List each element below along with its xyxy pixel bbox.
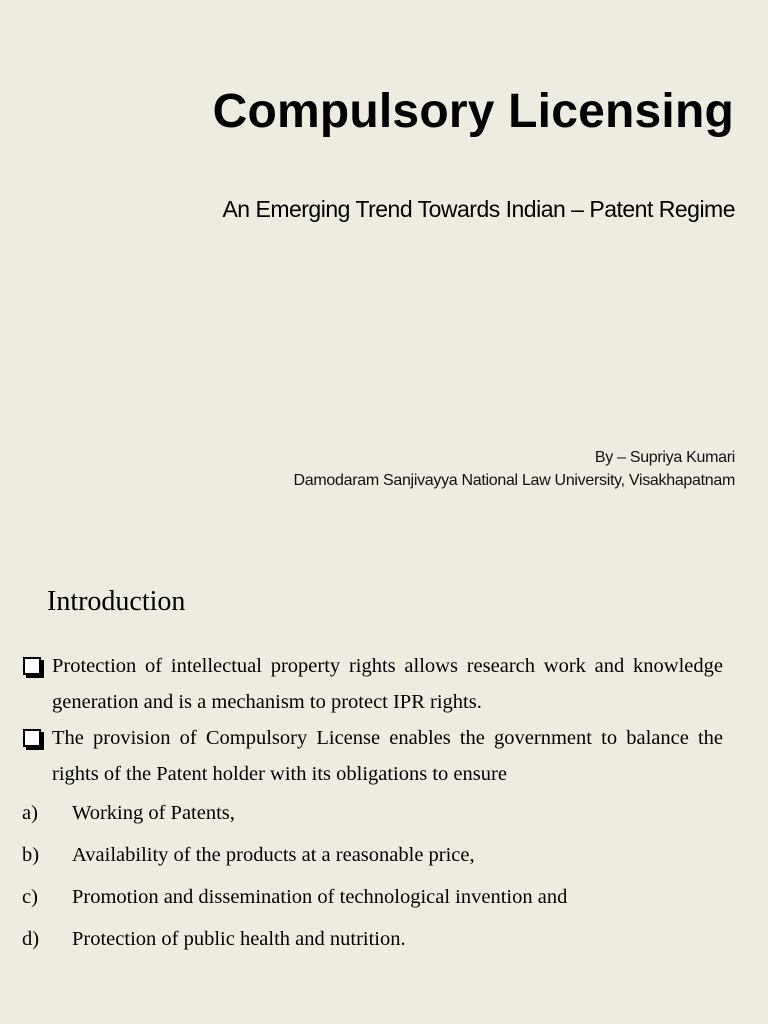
list-item: [22, 928, 722, 970]
list-item: [22, 844, 722, 886]
list-item-text: Working of Patents,: [72, 802, 235, 824]
section-heading: Introduction: [47, 586, 186, 617]
list-marker: c): [22, 886, 38, 908]
list-marker: b): [22, 844, 40, 866]
list-item: [22, 886, 722, 928]
bullet-list: [20, 648, 723, 792]
list-item-text: Availability of the products at a reasonable price,: [72, 844, 475, 866]
list-item-text: Promotion and dissemination of technological invention and: [72, 886, 568, 908]
bullet-text: The provision of Compulsory License enables the government to balance the rights of the Patent holder with its obligations to ensure: [52, 727, 723, 785]
introduction-slide: [0, 556, 768, 1024]
list-marker: a): [22, 802, 38, 824]
list-item: [22, 802, 722, 844]
checkbox-bullet-icon: [23, 729, 41, 747]
list-item-text: Protection of public health and nutrition.: [72, 928, 406, 950]
slide-title: Compulsory Licensing: [212, 85, 734, 138]
bullet-item: [20, 720, 723, 792]
institution-line: Damodaram Sanjivayya National Law University, Visakhapatnam: [293, 472, 735, 489]
bullet-text: Protection of intellectual property rights allows research work and knowledge generation and is a mechanism to protect IPR rights.: [52, 655, 723, 713]
author-block: [294, 446, 735, 492]
author-line: By – Supriya Kumari: [594, 449, 735, 466]
checkbox-bullet-icon: [23, 657, 41, 675]
list-marker: d): [22, 928, 40, 950]
slide-subtitle: An Emerging Trend Towards Indian – Patent Regime: [222, 196, 735, 222]
lettered-list: [22, 802, 722, 970]
bullet-item: [20, 648, 723, 720]
